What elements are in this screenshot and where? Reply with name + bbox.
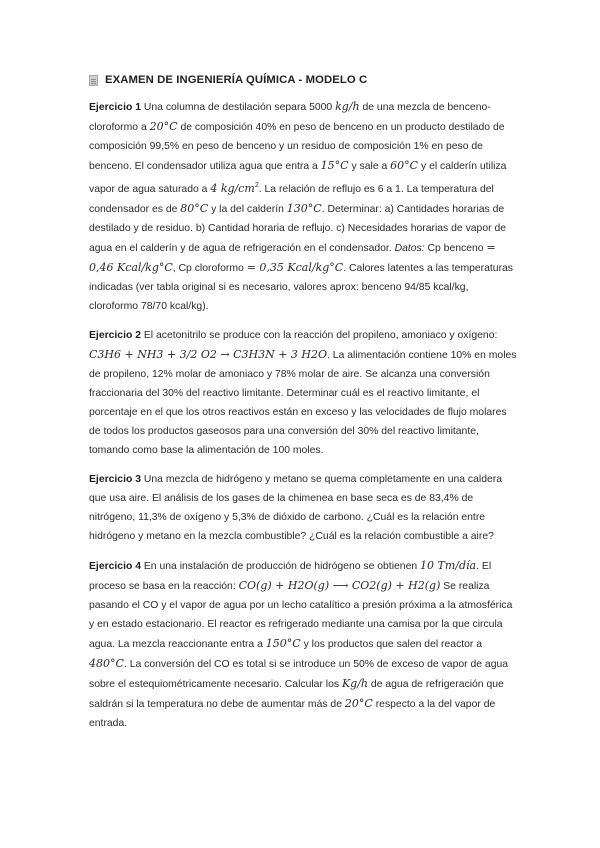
text: de una mezcla de benceno-cloroformo a — [89, 102, 491, 133]
text: Cp benceno — [427, 243, 484, 254]
math: 130°C — [286, 202, 322, 215]
math: 20°C — [344, 697, 373, 710]
math-reaction: CO(g) + H2O(g) ⟶ CO2(g) + H2(g) — [238, 579, 441, 592]
text: . La conversión del CO es total si se introduce un 50% de exceso de vapor de agua sobre el estequiométricamente necesario. Calcular los — [89, 659, 509, 690]
exercise-4-label: Ejercicio 4 — [89, 561, 141, 572]
exercise-1 — [89, 97, 518, 316]
text: de agua de refrigeración que saldrán si la temperatura no debe de aumentar más de — [89, 679, 504, 710]
exercise-3-label: Ejercicio 3 — [89, 474, 141, 485]
math: 10 Tm/día — [420, 559, 477, 572]
text: y los productos que salen del reactor a — [303, 639, 483, 650]
document-icon — [89, 75, 98, 86]
math: 4 kg/cm — [210, 182, 255, 195]
text: . El proceso se basa en la reacción: — [89, 561, 492, 592]
text: Una columna de destilación separa 5000 — [143, 102, 333, 113]
math: kg/h — [335, 100, 360, 113]
text: El acetonitrilo se produce con la reacción del propileno, amoniaco y oxígeno: — [143, 330, 498, 341]
math: 80°C — [180, 202, 209, 215]
math: = 0,35 Kcal/kg°C — [246, 261, 344, 274]
text: . Calores latentes a las temperaturas indicadas (ver tabla original si es necesario, valores aprox: benceno 94/85 kcal/kg, cloroformo 78/70 kcal/kg). — [89, 263, 513, 312]
title-row — [89, 74, 518, 86]
math: = 0,46 Kcal/kg°C — [89, 241, 496, 274]
text: , Cp cloroformo — [172, 263, 244, 274]
text: Una mezcla de hidrógeno y metano se quema completamente en una caldera que usa aire. El análisis de los gases de la chimenea en base seca es de 83,4% de nitrógeno, 11,3% de oxígeno y 5,3% de dióxido de carbono. ¿Cuál es la relación entre hidrógeno y metano en la mezcla combustible? ¿Cuál es la relación combustible a aire? — [89, 474, 502, 542]
exercise-2 — [89, 326, 518, 460]
math: 15°C — [320, 159, 349, 172]
exercise-3 — [89, 470, 518, 546]
text: . Determinar: a) Cantidades horarias de destilado y de residuo. b) Cantidad horaria de reflujo. c) Necesidades horarias de vapor de agua en el calderín y de agua de refrigeración en el condensador. — [89, 204, 507, 254]
text: . La alimentación contiene 10% en moles de propileno, 12% molar de amoniaco y 78% molar de aire. Se alcanza una conversión fraccionaria del 30% del reactivo limitante. Determinar cuál es el reactivo limitante, el porcentaje en el que los otros reactivos están en exceso y las velocidades de flujo molares de todos los productos gaseosos para una conversión del 30% del reactivo limitante, tomando como base la alimentación de 100 moles. — [89, 350, 517, 456]
exercise-2-label: Ejercicio 2 — [89, 330, 141, 341]
text: y la del calderín — [211, 204, 284, 215]
math: Kg/h — [341, 677, 369, 690]
text: y sale a — [351, 161, 388, 172]
text: de composición 40% en peso de benceno en un producto destilado de composición 99,5% en peso de benceno y un residuo de composición 1% en peso de benceno. El condensador utiliza agua que entra a — [89, 122, 505, 172]
math-reaction: C3H6 + NH3 + 3/2 O2 → C3H3N + 3 H2O — [89, 348, 328, 361]
exercise-4 — [89, 556, 518, 733]
exercise-1-label: Ejercicio 1 — [89, 102, 141, 113]
text: y el calderín utiliza vapor de agua saturado a — [89, 161, 507, 195]
math: 20°C — [149, 120, 178, 133]
math: 480°C — [89, 657, 124, 670]
text: respecto a la del vapor de entrada. — [89, 699, 496, 729]
text: . La relación de reflujo es 6 a 1. La temperatura del condensador es de — [89, 184, 494, 215]
math-exponent: 2 — [254, 182, 259, 189]
page-title: EXAMEN DE INGENIERÍA QUÍMICA - MODELO C — [105, 74, 368, 86]
datos-label: Datos: — [394, 243, 425, 254]
math: 60°C — [390, 159, 419, 172]
math: 150°C — [265, 637, 301, 650]
text: Se realiza pasando el CO y el vapor de agua por un lecho catalítico a presión próxima a la atmosférica y en estado estacionario. El reactor es refrigerado mediante una camisa por la que circula agua. La mezcla reaccionante entra a — [89, 581, 513, 650]
text: En una instalación de producción de hidrógeno se obtienen — [143, 561, 418, 572]
